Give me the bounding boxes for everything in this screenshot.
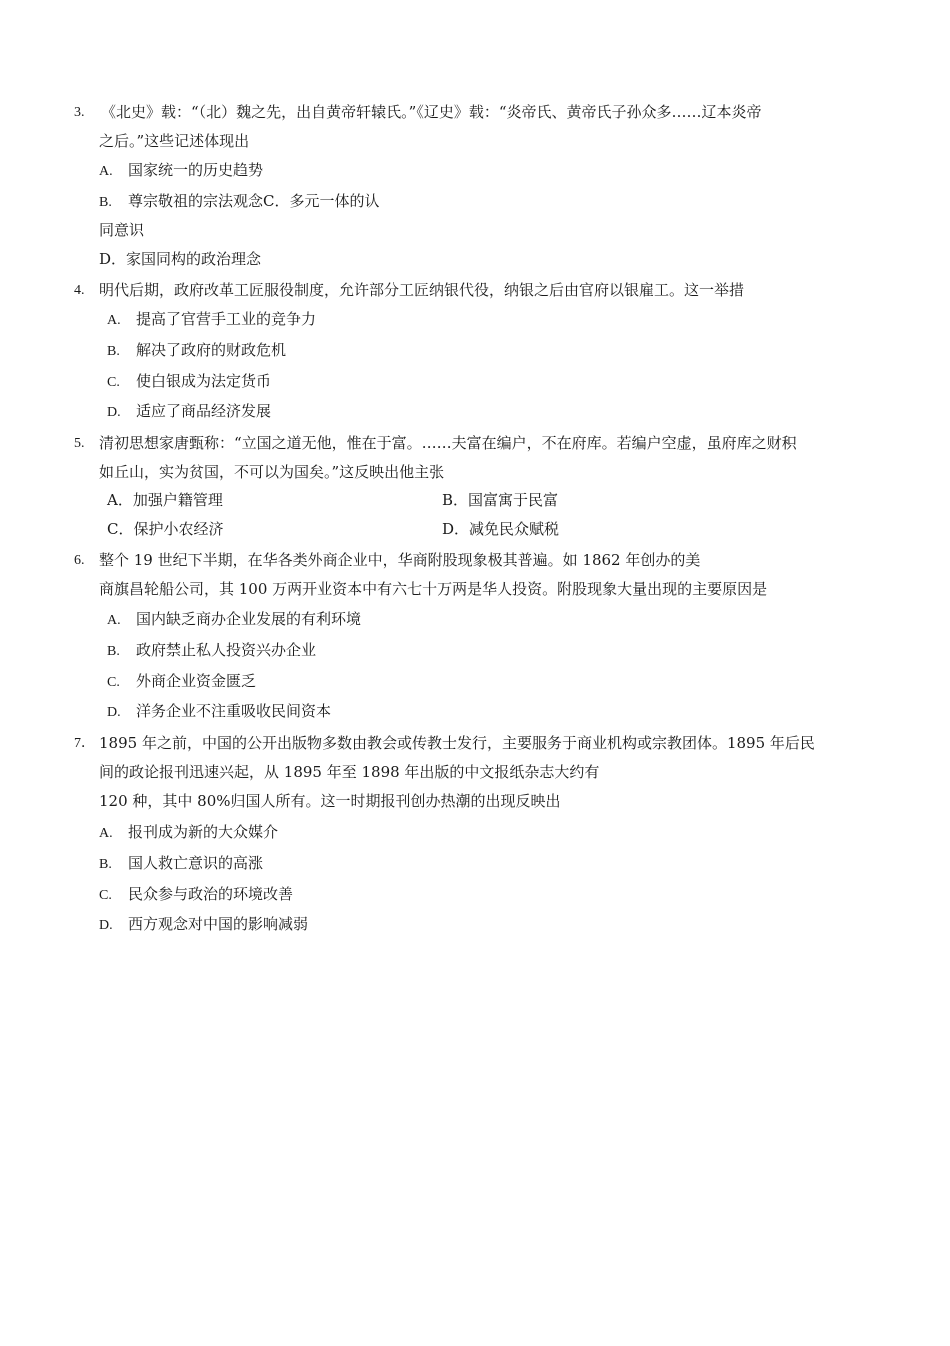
option-a: 报刊成为新的大众媒介	[128, 823, 279, 841]
option-b: B．国富寓于民富	[442, 491, 559, 509]
option-letter: D.	[99, 918, 113, 933]
option-c: 外商企业资金匮乏	[136, 672, 257, 690]
question-stem: 120 种，其中 80%归国人所有。这一时期报刊创办热潮的出现反映出	[99, 792, 561, 810]
option-d: 西方观念对中国的影响减弱	[128, 915, 309, 933]
option-letter: C.	[99, 888, 112, 903]
question-number: 4.	[74, 283, 85, 298]
option-letter: B.	[99, 195, 112, 210]
option-b: 解决了政府的财政危机	[136, 341, 287, 359]
question-stem: 明代后期，政府改革工匠服役制度，允许部分工匠纳银代役，纳银之后由官府以银雇工。这一举措	[99, 281, 745, 299]
option-b: 国人救亡意识的高涨	[128, 854, 264, 872]
option-a: A．加强户籍管理	[107, 491, 223, 509]
question-number: 5.	[74, 436, 85, 451]
option-d: 适应了商品经济发展	[136, 402, 272, 420]
option-letter: A.	[99, 164, 113, 179]
option-d: D．家国同构的政治理念	[99, 250, 262, 268]
option-letter: D.	[107, 405, 121, 420]
option-letter: C.	[107, 675, 120, 690]
question-stem: 清初思想家唐甄称：“立国之道无他，惟在于富。……夫富在编户，不在府库。若编户空虚，虽府库之财积	[99, 434, 797, 452]
option-d: D．减免民众赋税	[442, 520, 560, 538]
option-d: 洋务企业不注重吸收民间资本	[136, 702, 332, 720]
option-letter: A.	[99, 826, 113, 841]
option-c: 使白银成为法定货币	[136, 372, 272, 390]
option-c: C．保护小农经济	[107, 520, 224, 538]
option-b: 政府禁止私人投资兴办企业	[136, 641, 317, 659]
option-letter: B.	[99, 857, 112, 872]
option-letter: A.	[107, 613, 121, 628]
question-stem: 商旗昌轮船公司，其 100 万两开业资本中有六七十万两是华人投资。附股现象大量出现的主要原因是	[99, 580, 768, 598]
question-stem: 之后。”这些记述体现出	[99, 132, 250, 150]
option-c: 民众参与政治的环境改善	[128, 885, 294, 903]
question-stem: 1895 年之前，中国的公开出版物多数由教会或传教士发行，主要服务于商业机构或宗教团体。1895 年后民	[99, 734, 815, 752]
question-number: 6.	[74, 553, 85, 568]
option-a: 提高了官营手工业的竞争力	[136, 310, 317, 328]
question-stem: 《北史》载：“（北）魏之先，出自黄帝轩辕氏。”《辽史》载：“炎帝氏、黄帝氏子孙众多……辽本炎帝	[101, 103, 762, 121]
option-letter: B.	[107, 644, 120, 659]
question-stem: 整个 19 世纪下半期，在华各类外商企业中，华商附股现象极其普遍。如 1862 年创办的美	[99, 551, 701, 569]
option-a: 国家统一的历史趋势	[128, 161, 264, 179]
option-c-continued: 同意识	[99, 221, 145, 239]
question-stem: 间的政论报刊迅速兴起，从 1895 年至 1898 年出版的中文报纸杂志大约有	[99, 763, 600, 781]
question-number: 7．	[74, 736, 95, 751]
option-letter: D.	[107, 705, 121, 720]
option-b: 尊宗敬祖的宗法观念C．多元一体的认	[128, 192, 380, 210]
option-letter: A.	[107, 313, 121, 328]
option-letter: B.	[107, 344, 120, 359]
question-stem: 如丘山，实为贫国，不可以为国矣。”这反映出他主张	[99, 463, 445, 481]
option-letter: C.	[107, 375, 120, 390]
option-a: 国内缺乏商办企业发展的有利环境	[136, 610, 362, 628]
question-number: 3.	[74, 105, 85, 120]
